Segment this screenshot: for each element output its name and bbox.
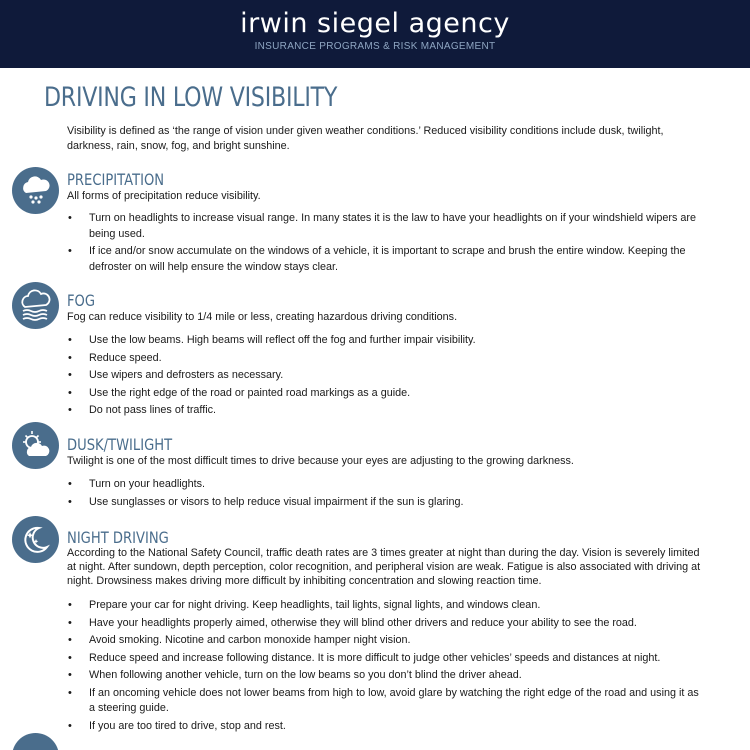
bullet-list [67,598,707,736]
list-item: • Avoid smoking. Nicotine and carbon monoxide hamper night vision. [67,633,707,649]
bullet-list [67,477,707,512]
list-item: • Use wipers and defrosters as necessary. [67,368,707,384]
list-item: • When following another vehicle, turn on the low beams so you don’t blind the driver ahead. [67,668,707,684]
list-item: • Do not pass lines of traffic. [67,403,707,419]
moon-icon [12,516,59,563]
list-item: • Reduce speed. [67,351,707,367]
bullet-list [67,211,707,277]
section-title: PRECIPITATION [67,170,165,189]
list-item: • If an oncoming vehicle does not lower beams from high to low, avoid glare by watching the right edge of the road and using it as a steering guide. [67,686,707,717]
list-item: • Use the right edge of the road or painted road markings as a guide. [67,386,707,402]
bullet-list [67,333,707,421]
page-title: DRIVING IN LOW VISIBILITY [44,82,338,113]
section-lead: All forms of precipitation reduce visibility. [67,190,261,202]
list-item: • Turn on your headlights. [67,477,707,493]
sun-cloud-icon [12,422,59,469]
brand-tagline: INSURANCE PROGRAMS & RISK MANAGEMENT [254,41,496,52]
header-banner [0,0,750,68]
cloud-snow-icon [12,167,59,214]
section-lead: Fog can reduce visibility to 1/4 mile or less, creating hazardous driving conditions. [67,311,458,323]
list-item: • Use the low beams. High beams will reflect off the fog and further impair visibility. [67,333,707,349]
section-lead: Twilight is one of the most difficult times to drive because your eyes are adjusting to the growing darkness. [67,455,574,467]
section-lead: According to the National Safety Council, traffic death rates are 3 times greater at night than during the day. Vision is severely limited at night. After sundown, depth perception, color recognition, and peripheral vision are weak. Fatigue is also associated with driving at night. Drowsiness makes driving more difficult by inhibiting concentration and slowing reaction time. [67,547,701,587]
section-title: NIGHT DRIVING [67,528,169,547]
list-item: • Have your headlights properly aimed, otherwise they will blind other drivers and reduce your ability to see the road. [67,616,707,632]
brand-name: irwin siegel agency [240,8,510,39]
list-item: • Turn on headlights to increase visual range. In many states it is the law to have your headlights on if your windshield wipers are being used. [67,211,707,242]
fog-icon [12,282,59,329]
intro-paragraph: Visibility is defined as ‘the range of vision under given weather conditions.’ Reduced visibility conditions include dusk, twilight, darkness, rain, snow, fog, and bright sunshine. [67,125,664,152]
list-item: • If ice and/or snow accumulate on the windows of a vehicle, it is important to scrape and brush the entire window. Keeping the defroster on will help ensure the window stays clear. [67,244,707,275]
list-item: • Reduce speed and increase following distance. It is more difficult to judge other vehicles’ speeds and distances at night. [67,651,707,667]
list-item: • If you are too tired to drive, stop and rest. [67,719,707,735]
list-item: • Prepare your car for night driving. Keep headlights, tail lights, signal lights, and windows clean. [67,598,707,614]
section-title: DUSK/TWILIGHT [67,435,173,454]
list-item: • Use sunglasses or visors to help reduce visual impairment if the sun is glaring. [67,495,707,511]
section-title: FOG [67,291,96,310]
section-icon-partial [12,733,59,750]
